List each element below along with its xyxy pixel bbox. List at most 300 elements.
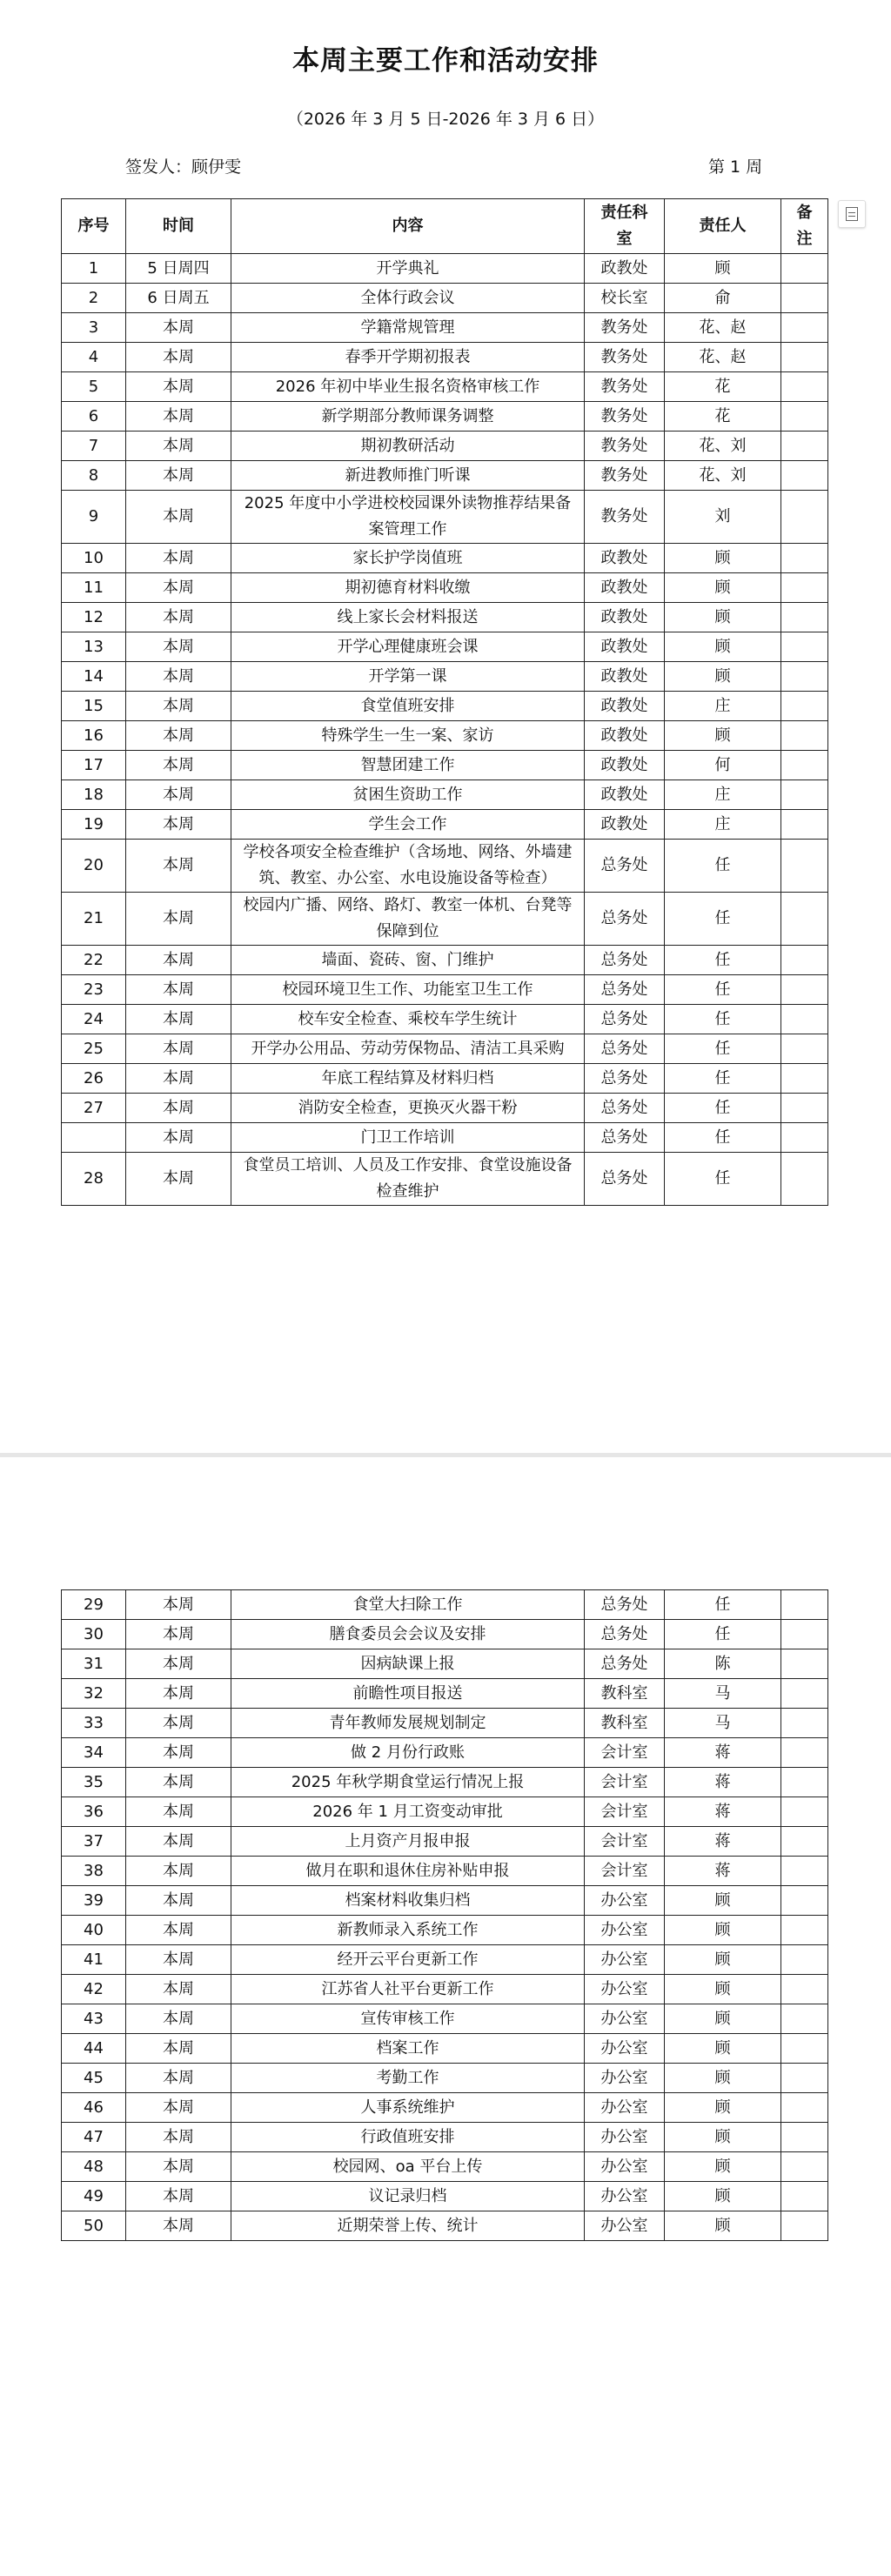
cell-content: 2026 年初中毕业生报名资格审核工作 [231,372,585,402]
cell-note [781,461,828,491]
cell-no: 18 [62,780,126,810]
date-range: （2026 年 3 月 5 日-2026 年 3 月 6 日） [286,110,605,129]
cell-no: 43 [62,2004,126,2034]
table-row [62,254,828,284]
cell-content: 上月资产月报申报 [231,1827,585,1857]
table-row [62,692,828,721]
cell-time: 本周 [126,402,231,432]
cell-dept: 总务处 [585,1620,665,1649]
week-number: 第 1 周 [708,157,763,177]
cell-note [781,544,828,573]
cell-person: 顾 [665,721,781,751]
cell-no: 34 [62,1738,126,1768]
cell-dept: 政教处 [585,780,665,810]
cell-time: 本周 [126,1590,231,1620]
cell-note [781,1768,828,1797]
cell-person: 顾 [665,2004,781,2034]
cell-person: 顾 [665,603,781,632]
cell-no: 50 [62,2211,126,2241]
cell-time: 本周 [126,2152,231,2182]
cell-note [781,1620,828,1649]
cell-no: 42 [62,1975,126,2004]
cell-note [781,1034,828,1064]
cell-person: 任 [665,1034,781,1064]
cell-note [781,2034,828,2064]
cell-dept: 办公室 [585,2182,665,2211]
cell-person: 顾 [665,632,781,662]
cell-person: 顾 [665,254,781,284]
cell-dept: 总务处 [585,1005,665,1034]
cell-time: 本周 [126,372,231,402]
cell-no: 17 [62,751,126,780]
cell-dept: 教科室 [585,1679,665,1709]
cell-dept: 总务处 [585,975,665,1005]
table-row [62,1649,828,1679]
table-row [62,1886,828,1916]
table-row [62,946,828,975]
cell-dept: 总务处 [585,840,665,893]
header-time: 时间 [126,199,231,254]
cell-note [781,1916,828,1945]
table-row [62,1797,828,1827]
cell-no: 33 [62,1709,126,1738]
cell-content: 全体行政会议 [231,284,585,313]
cell-dept: 总务处 [585,1123,665,1153]
cell-content: 议记录归档 [231,2182,585,2211]
cell-no: 30 [62,1620,126,1649]
cell-dept: 校长室 [585,284,665,313]
table-row [62,573,828,603]
table-row [62,1738,828,1768]
cell-content: 墙面、瓷砖、窗、门维护 [231,946,585,975]
cell-time: 本周 [126,544,231,573]
cell-content: 做 2 月份行政账 [231,1738,585,1768]
cell-note [781,254,828,284]
table-row [62,343,828,372]
table-row [62,1975,828,2004]
cell-content: 校园环境卫生工作、功能室卫生工作 [231,975,585,1005]
cell-note [781,2182,828,2211]
cell-dept: 总务处 [585,893,665,946]
cell-content: 食堂员工培训、人员及工作安排、食堂设施设备检查维护 [231,1153,585,1206]
cell-no: 26 [62,1064,126,1094]
table-row [62,1827,828,1857]
cell-person: 顾 [665,544,781,573]
cell-no: 2 [62,284,126,313]
cell-dept: 教务处 [585,372,665,402]
cell-person: 何 [665,751,781,780]
cell-no: 13 [62,632,126,662]
cell-note [781,2211,828,2241]
cell-dept: 办公室 [585,1886,665,1916]
cell-person: 任 [665,1590,781,1620]
table-row [62,721,828,751]
cell-content: 学校各项安全检查维护（含场地、网络、外墙建筑、教室、办公室、水电设施设备等检查） [231,840,585,893]
cell-content: 行政值班安排 [231,2123,585,2152]
cell-content: 前瞻性项目报送 [231,1679,585,1709]
document-title: 本周主要工作和活动安排 [292,45,599,77]
cell-no: 37 [62,1827,126,1857]
cell-no: 28 [62,1153,126,1206]
table-row [62,402,828,432]
cell-content: 门卫工作培训 [231,1123,585,1153]
cell-person: 花 [665,372,781,402]
table-row [62,284,828,313]
cell-time: 本周 [126,461,231,491]
cell-note [781,1094,828,1123]
cell-note [781,284,828,313]
table-row [62,1123,828,1153]
cell-dept: 总务处 [585,1649,665,1679]
cell-dept: 办公室 [585,2064,665,2093]
cell-person: 花、赵 [665,313,781,343]
cell-no: 10 [62,544,126,573]
cell-dept: 政教处 [585,662,665,692]
cell-content: 春季开学期初报表 [231,343,585,372]
cell-note [781,840,828,893]
cell-no: 12 [62,603,126,632]
cell-no: 23 [62,975,126,1005]
cell-time: 本周 [126,1005,231,1034]
cell-person: 花、赵 [665,343,781,372]
cell-time: 本周 [126,721,231,751]
cell-time: 本周 [126,1620,231,1649]
cell-time: 本周 [126,1064,231,1094]
cell-dept: 政教处 [585,810,665,840]
cell-time: 本周 [126,751,231,780]
cell-content: 2025 年度中小学进校校园课外读物推荐结果备案管理工作 [231,491,585,544]
cell-person: 蒋 [665,1768,781,1797]
cell-note [781,2093,828,2123]
cell-note [781,1153,828,1206]
cell-note [781,1827,828,1857]
table-row [62,632,828,662]
cell-dept: 总务处 [585,1590,665,1620]
cell-time: 本周 [126,1857,231,1886]
cell-content: 新学期部分教师课务调整 [231,402,585,432]
cell-note [781,1975,828,2004]
cell-content: 档案材料收集归档 [231,1886,585,1916]
cell-dept: 办公室 [585,2152,665,2182]
cell-note [781,1945,828,1975]
cell-time: 本周 [126,1916,231,1945]
cell-dept: 会计室 [585,1738,665,1768]
cell-note [781,2152,828,2182]
cell-person: 庄 [665,692,781,721]
cell-person: 任 [665,1123,781,1153]
cell-content: 校车安全检查、乘校车学生统计 [231,1005,585,1034]
cell-no: 32 [62,1679,126,1709]
cell-no: 9 [62,491,126,544]
cell-person: 顾 [665,2211,781,2241]
cell-time: 本周 [126,662,231,692]
cell-dept: 政教处 [585,544,665,573]
cell-time: 本周 [126,603,231,632]
cell-note [781,1590,828,1620]
cell-no: 44 [62,2034,126,2064]
cell-no: 40 [62,1916,126,1945]
cell-time: 本周 [126,573,231,603]
table-tool-icon[interactable] [838,200,866,228]
cell-no: 25 [62,1034,126,1064]
table-row [62,2064,828,2093]
cell-content: 开学心理健康班会课 [231,632,585,662]
cell-note [781,632,828,662]
table-row [62,1064,828,1094]
cell-note [781,1005,828,1034]
table-row [62,2093,828,2123]
cell-person: 陈 [665,1649,781,1679]
table-row [62,1709,828,1738]
cell-note [781,1123,828,1153]
cell-note [781,491,828,544]
cell-person: 顾 [665,2034,781,2064]
table-row [62,491,828,544]
cell-no: 3 [62,313,126,343]
cell-note [781,1709,828,1738]
cell-content: 新进教师推门听课 [231,461,585,491]
cell-person: 蒋 [665,1738,781,1768]
cell-time: 本周 [126,2123,231,2152]
cell-no: 11 [62,573,126,603]
cell-person: 任 [665,840,781,893]
signer: 签发人：顾伊雯 [125,157,242,177]
table-row [62,603,828,632]
table-row [62,544,828,573]
cell-person: 花、刘 [665,432,781,461]
cell-content: 考勤工作 [231,2064,585,2093]
cell-no: 41 [62,1945,126,1975]
cell-dept: 会计室 [585,1857,665,1886]
cell-dept: 教务处 [585,402,665,432]
header-note: 备注 [781,199,828,254]
cell-dept: 总务处 [585,1064,665,1094]
cell-dept: 教务处 [585,343,665,372]
page-break [0,1453,891,1457]
cell-note [781,721,828,751]
cell-content: 做月在职和退休住房补贴申报 [231,1857,585,1886]
cell-content: 期初教研活动 [231,432,585,461]
table-row [62,1679,828,1709]
cell-dept: 政教处 [585,751,665,780]
cell-note [781,2004,828,2034]
cell-dept: 政教处 [585,692,665,721]
cell-content: 家长护学岗值班 [231,544,585,573]
table-row [62,840,828,893]
table-row [62,461,828,491]
cell-dept: 办公室 [585,2004,665,2034]
cell-time: 本周 [126,2064,231,2093]
cell-no: 39 [62,1886,126,1916]
table-row [62,1005,828,1034]
cell-person: 蒋 [665,1857,781,1886]
cell-dept: 教务处 [585,432,665,461]
cell-person: 蒋 [665,1827,781,1857]
cell-dept: 教务处 [585,491,665,544]
cell-note [781,780,828,810]
cell-time: 本周 [126,1827,231,1857]
table-row [62,1590,828,1620]
cell-note [781,662,828,692]
cell-content: 档案工作 [231,2034,585,2064]
cell-person: 顾 [665,1886,781,1916]
cell-no: 1 [62,254,126,284]
cell-content: 2025 年秋学期食堂运行情况上报 [231,1768,585,1797]
cell-no: 8 [62,461,126,491]
cell-time: 本周 [126,2004,231,2034]
cell-no: 27 [62,1094,126,1123]
cell-dept: 总务处 [585,1153,665,1206]
cell-note [781,1064,828,1094]
cell-note [781,372,828,402]
cell-time: 本周 [126,810,231,840]
cell-note [781,402,828,432]
cell-no: 36 [62,1797,126,1827]
cell-content: 贫困生资助工作 [231,780,585,810]
cell-person: 顾 [665,1916,781,1945]
cell-content: 开学第一课 [231,662,585,692]
cell-person: 花、刘 [665,461,781,491]
cell-note [781,1886,828,1916]
cell-time: 本周 [126,780,231,810]
cell-content: 期初德育材料收缴 [231,573,585,603]
cell-note [781,975,828,1005]
cell-dept: 办公室 [585,1916,665,1945]
cell-time: 本周 [126,2211,231,2241]
table-row [62,2211,828,2241]
cell-no: 38 [62,1857,126,1886]
cell-content: 开学办公用品、劳动劳保物品、清洁工具采购 [231,1034,585,1064]
cell-time: 6 日周五 [126,284,231,313]
cell-time: 本周 [126,432,231,461]
cell-time: 5 日周四 [126,254,231,284]
cell-note [781,603,828,632]
cell-time: 本周 [126,1768,231,1797]
cell-note [781,1738,828,1768]
header-content: 内容 [231,199,585,254]
table-row [62,372,828,402]
cell-dept: 教务处 [585,313,665,343]
cell-dept: 总务处 [585,1034,665,1064]
cell-note [781,573,828,603]
cell-note [781,893,828,946]
cell-no: 19 [62,810,126,840]
cell-person: 任 [665,1094,781,1123]
table-row [62,2182,828,2211]
cell-time: 本周 [126,692,231,721]
cell-person: 俞 [665,284,781,313]
cell-note [781,946,828,975]
cell-note [781,1857,828,1886]
cell-dept: 政教处 [585,603,665,632]
table-row [62,1094,828,1123]
cell-dept: 政教处 [585,573,665,603]
cell-content: 特殊学生一生一案、家访 [231,721,585,751]
cell-dept: 办公室 [585,2093,665,2123]
cell-time: 本周 [126,975,231,1005]
cell-time: 本周 [126,2093,231,2123]
table-row [62,432,828,461]
schedule-table-page-2 [61,1589,828,2241]
cell-time: 本周 [126,1034,231,1064]
cell-time: 本周 [126,1123,231,1153]
cell-dept: 会计室 [585,1827,665,1857]
table-row [62,1153,828,1206]
cell-dept: 办公室 [585,1975,665,2004]
cell-note [781,2123,828,2152]
table-row [62,1620,828,1649]
cell-no: 35 [62,1768,126,1797]
cell-person: 任 [665,1064,781,1094]
cell-time: 本周 [126,343,231,372]
cell-note [781,432,828,461]
cell-no: 31 [62,1649,126,1679]
cell-person: 马 [665,1709,781,1738]
cell-person: 任 [665,893,781,946]
table-row [62,975,828,1005]
table-header-row [62,199,828,254]
cell-no: 6 [62,402,126,432]
cell-person: 顾 [665,2152,781,2182]
cell-dept: 会计室 [585,1797,665,1827]
cell-content: 食堂大扫除工作 [231,1590,585,1620]
cell-time: 本周 [126,1679,231,1709]
cell-dept: 总务处 [585,1094,665,1123]
cell-person: 刘 [665,491,781,544]
cell-time: 本周 [126,1649,231,1679]
cell-person: 任 [665,1005,781,1034]
table-row [62,1916,828,1945]
cell-no: 22 [62,946,126,975]
cell-person: 顾 [665,2093,781,2123]
cell-dept: 办公室 [585,2211,665,2241]
cell-note [781,313,828,343]
header-no: 序号 [62,199,126,254]
cell-content: 线上家长会材料报送 [231,603,585,632]
table-row [62,1945,828,1975]
table-row [62,2034,828,2064]
cell-no: 46 [62,2093,126,2123]
cell-person: 马 [665,1679,781,1709]
cell-content: 青年教师发展规划制定 [231,1709,585,1738]
cell-content: 经开云平台更新工作 [231,1945,585,1975]
cell-person: 任 [665,975,781,1005]
cell-no: 48 [62,2152,126,2182]
cell-dept: 办公室 [585,2123,665,2152]
cell-dept: 办公室 [585,2034,665,2064]
cell-person: 顾 [665,2123,781,2152]
table-row [62,810,828,840]
cell-note [781,1649,828,1679]
schedule-table-page-1 [61,198,828,1206]
cell-content: 江苏省人社平台更新工作 [231,1975,585,2004]
cell-time: 本周 [126,1738,231,1768]
cell-note [781,1679,828,1709]
cell-content: 学籍常规管理 [231,313,585,343]
cell-note [781,2064,828,2093]
cell-content: 年底工程结算及材料归档 [231,1064,585,1094]
cell-content: 开学典礼 [231,254,585,284]
cell-time: 本周 [126,1094,231,1123]
cell-no: 47 [62,2123,126,2152]
cell-person: 任 [665,1153,781,1206]
cell-time: 本周 [126,491,231,544]
cell-time: 本周 [126,893,231,946]
cell-dept: 教科室 [585,1709,665,1738]
cell-dept: 会计室 [585,1768,665,1797]
cell-content: 智慧团建工作 [231,751,585,780]
cell-note [781,751,828,780]
